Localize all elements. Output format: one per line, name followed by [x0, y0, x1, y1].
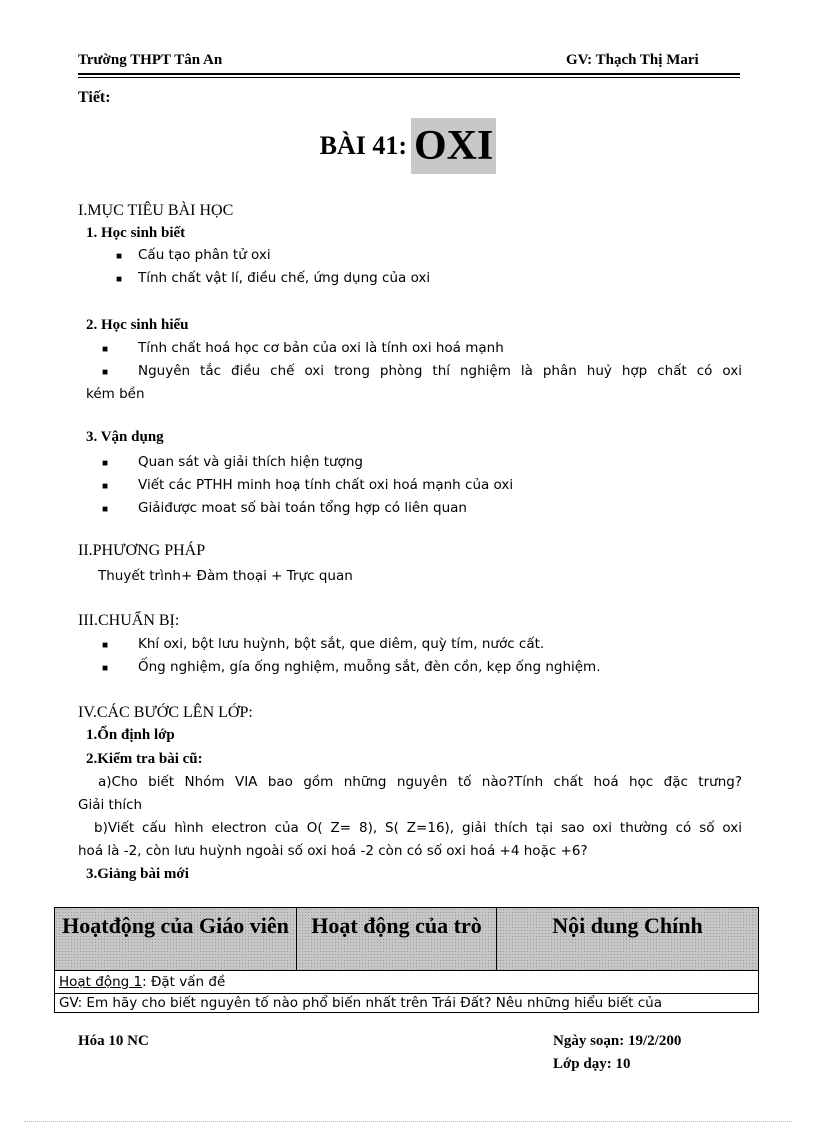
section-heading-objectives: I.MỤC TIÊU BÀI HỌC — [78, 202, 234, 219]
title-highlight: OXI — [411, 118, 496, 174]
bullet-icon: ■ — [102, 458, 109, 469]
sub-heading-know: 1. Học sinh biết — [86, 225, 186, 241]
list-item-continuation: kém bền — [86, 386, 145, 402]
sub-heading-apply: 3. Vận dụng — [86, 429, 164, 445]
bullet-icon: ■ — [102, 504, 109, 515]
page-edge — [24, 1121, 792, 1122]
header-school: Trường THPT Tân An — [78, 52, 223, 68]
bullet-icon: ■ — [102, 367, 109, 378]
footer-subject: Hóa 10 NC — [78, 1033, 149, 1049]
list-item: Khí oxi, bột lưu huỳnh, bột sắt, que diêm, quỳ tím, nước cất. — [138, 636, 545, 652]
activity-title: : Đặt vấn đề — [142, 974, 226, 990]
section-heading-steps: IV.CÁC BƯỚC LÊN LỚP: — [78, 704, 253, 721]
review-question-b: b)Viết cấu hình electron của O( Z= 8), S( Z=16), giải thích tại sao oxi thường có số oxi — [94, 820, 742, 836]
header-teacher: GV: Thạch Thị Mari — [566, 52, 699, 68]
list-item: Giảiđược moat số bài toán tổng hợp có liên quan — [138, 500, 467, 516]
table-row: GV: Em hãy cho biết nguyên tố nào phổ biến nhất trên Trái Đất? Nêu những hiểu biết của — [59, 995, 662, 1011]
list-item: Ống nghiệm, gía ống nghiệm, muỗng sắt, đèn cồn, kẹp ống nghiệm. — [138, 659, 601, 675]
bullet-icon: ■ — [102, 344, 109, 355]
step-stabilize: 1.Ổn định lớp — [86, 727, 175, 743]
bullet-icon: ■ — [102, 481, 109, 492]
bullet-icon: ■ — [116, 274, 123, 285]
table-header-student: Hoạt động của trò — [297, 908, 497, 970]
bullet-icon: ■ — [116, 251, 123, 262]
table-header-teacher: Hoạtđộng của Giáo viên — [55, 908, 297, 970]
list-item: Viết các PTHH minh hoạ tính chất oxi hoá mạnh của oxi — [138, 477, 514, 493]
bullet-icon: ■ — [102, 663, 109, 674]
list-item: Nguyên tắc điều chế oxi trong phòng thí nghiệm là phân huỷ hợp chất có oxi — [138, 363, 742, 379]
table-header — [55, 908, 758, 971]
step-new-lesson: 3.Giảng bài mới — [86, 866, 189, 882]
list-item: Tính chất vật lí, điều chế, ứng dụng của oxi — [138, 270, 431, 286]
list-item: Cấu tạo phân tử oxi — [138, 247, 271, 263]
sub-heading-understand: 2. Học sinh hiểu — [86, 317, 189, 333]
footer-class: Lớp dạy: 10 — [553, 1056, 631, 1072]
bullet-icon: ■ — [102, 640, 109, 651]
table-row — [55, 971, 758, 994]
list-item: Quan sát và giải thích hiện tượng — [138, 454, 363, 470]
lesson-period: Tiết: — [78, 89, 111, 106]
title-prefix: BÀI 41: — [319, 131, 408, 160]
activity-label: Hoạt động 1 — [59, 974, 143, 990]
lesson-table — [54, 907, 759, 1013]
review-question-a-cont: Giải thích — [78, 797, 143, 813]
table-header-content: Nội dung Chính — [552, 913, 703, 938]
section-heading-method: II.PHƯƠNG PHÁP — [78, 542, 206, 559]
step-review: 2.Kiểm tra bài cũ: — [86, 751, 203, 767]
review-question-a: a)Cho biết Nhóm VIA bao gồm những nguyên tố nào?Tính chất hoá học đặc trưng? — [98, 774, 742, 790]
header-rule-thin — [78, 77, 740, 78]
footer-date: Ngày soạn: 19/2/200 — [553, 1033, 682, 1049]
header-rule — [78, 73, 740, 75]
section-heading-prepare: III.CHUẨN BỊ: — [78, 612, 180, 629]
method-text: Thuyết trình+ Đàm thoại + Trực quan — [98, 568, 353, 584]
list-item: Tính chất hoá học cơ bản của oxi là tính oxi hoá mạnh — [138, 340, 504, 356]
page-title — [0, 118, 816, 174]
review-question-b-cont: hoá là -2, còn lưu huỳnh ngoài số oxi hoá -2 còn có số oxi hoá +4 hoặc +6? — [78, 843, 588, 859]
